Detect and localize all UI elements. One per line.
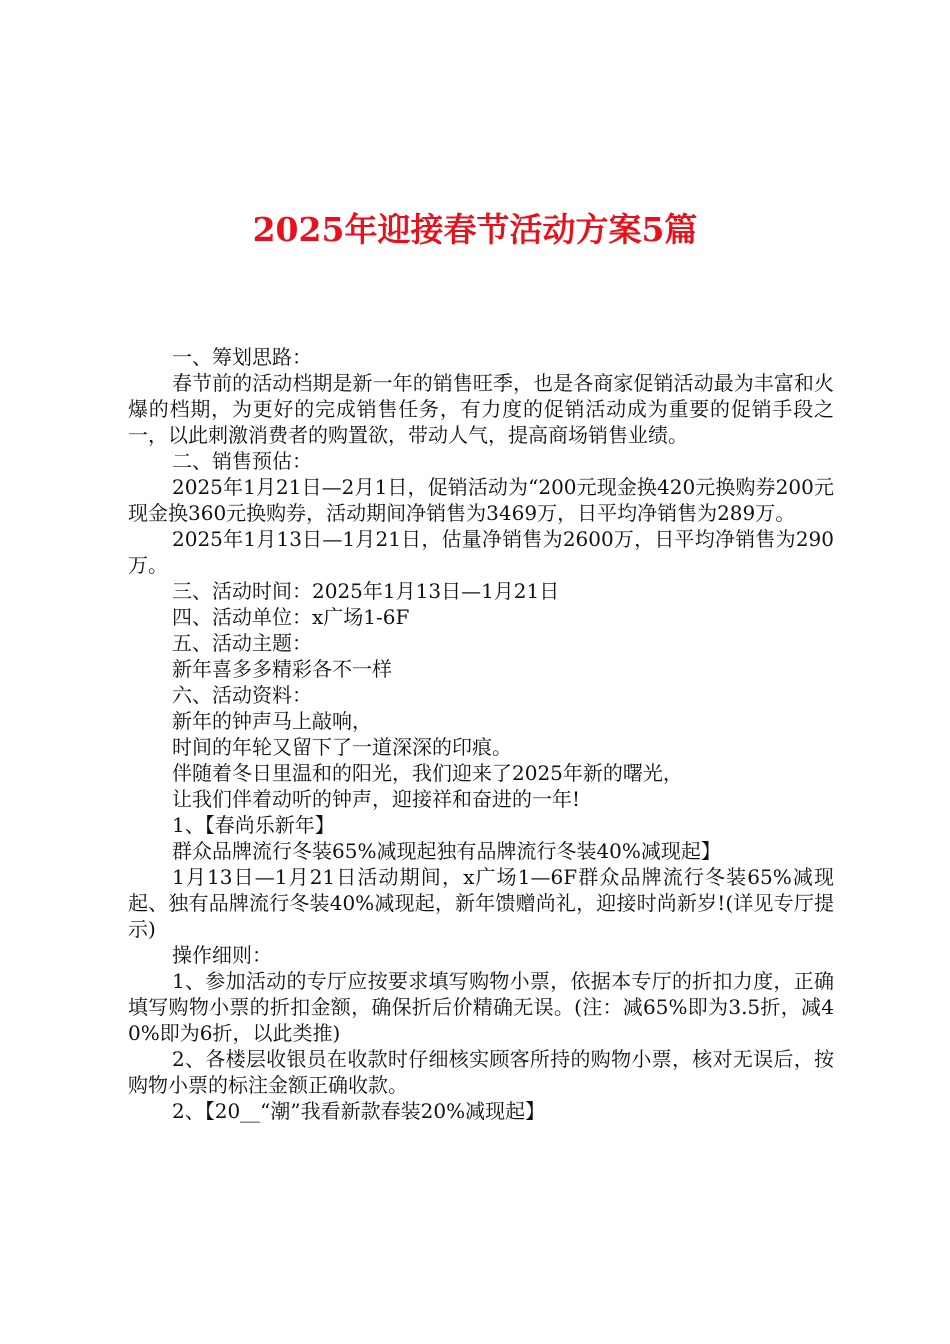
paragraph-sales-estimate-2: 2025年1月13日—1月21日，估量净销售为2600万，日平均净销售为290万。 — [128, 527, 834, 577]
paragraph-planning-text: 春节前的活动档期是新一年的销售旺季，也是各商家促销活动最为丰富和火爆的档期，为更好的完成销售任务，有力度的促销活动成为重要的促销手段之一，以此刺激消费者的购置欲，带动人气，提高商场销售业绩。 — [128, 371, 834, 447]
paragraph-rule-1: 1、参加活动的专厅应按要求填写购物小票，依据本专厅的折扣力度，正确填写购物小票的折扣金额，确保折后价精确无误。(注：减65%即为3.5折，减40%即为6折，以此类推) — [128, 969, 834, 1045]
paragraph-activity-time: 三、活动时间：2025年1月13日—1月21日 — [172, 579, 560, 603]
paragraph-sales-heading: 二、销售预估： — [172, 449, 312, 473]
document-title: 2025年迎接春节活动方案5篇 — [252, 210, 698, 249]
paragraph-verse-4: 让我们伴着动听的钟声，迎接祥和奋进的一年! — [172, 787, 581, 811]
paragraph-item-1-heading: 1、【春尚乐新年】 — [172, 813, 335, 837]
paragraph-item-1-subtitle: 群众品牌流行冬装65%减现起独有品牌流行冬装40%减现起】 — [172, 839, 721, 863]
paragraph-item-2-heading: 2、【20__“潮”我看新款春装20%减现起】 — [172, 1099, 546, 1123]
paragraph-theme-text: 新年喜多多精彩各不一样 — [172, 657, 392, 681]
document-body — [128, 344, 834, 1124]
paragraph-theme-heading: 五、活动主题： — [172, 631, 312, 655]
paragraph-materials-heading: 六、活动资料： — [172, 683, 312, 707]
paragraph-item-1-text: 1月13日—1月21日活动期间，x广场1—6F群众品牌流行冬装65%减现起、独有品牌流行冬装40%减现起，新年馈赠尚礼，迎接时尚新岁!(详见专厅提示) — [128, 865, 834, 941]
paragraph-verse-1: 新年的钟声马上敲响， — [172, 709, 372, 733]
paragraph-verse-3: 伴随着冬日里温和的阳光，我们迎来了2025年新的曙光， — [172, 761, 683, 785]
paragraph-rule-2: 2、各楼层收银员在收款时仔细核实顾客所持的购物小票，核对无误后，按购物小票的标注金额正确收款。 — [128, 1047, 834, 1097]
paragraph-verse-2: 时间的年轮又留下了一道深深的印痕。 — [172, 735, 512, 759]
paragraph-activity-unit: 四、活动单位：x广场1-6F — [172, 605, 410, 629]
paragraph-rules-heading: 操作细则： — [172, 943, 272, 967]
paragraph-planning-heading: 一、筹划思路： — [172, 345, 312, 369]
paragraph-sales-estimate-1: 2025年1月21日—2月1日，促销活动为“200元现金换420元换购券200元现金换360元换购券，活动期间净销售为3469万，日平均净销售为289万。 — [128, 475, 834, 525]
